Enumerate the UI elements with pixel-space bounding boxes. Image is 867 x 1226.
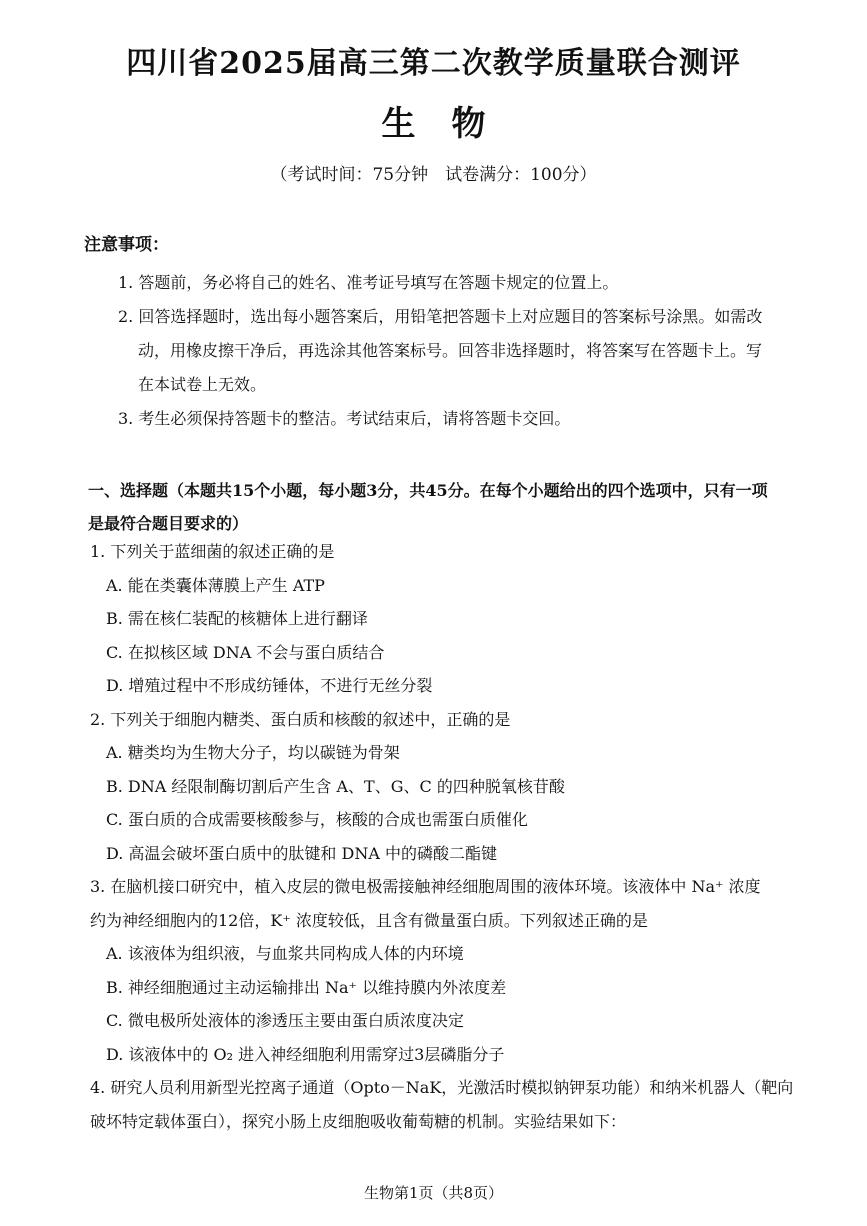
option-a: A. 能在类囊体薄膜上产生 ATP xyxy=(106,575,325,595)
question-3 xyxy=(90,870,800,1071)
option-b: B. 神经细胞通过主动运输排出 Na⁺ 以维持膜内外浓度差 xyxy=(106,977,507,997)
section-heading-line-1: 一、选择题（本题共15个小题，每小题3分，共45分。在每个小题给出的四个选项中，只有一项 xyxy=(88,481,768,500)
note-item-1: 1. 答题前，务必将自己的姓名、准考证号填写在答题卡规定的位置上。 xyxy=(118,273,619,292)
page-footer: 生物第1页（共8页） xyxy=(363,1184,504,1202)
notes-heading: 注意事项： xyxy=(84,235,169,255)
notes-list xyxy=(118,266,798,436)
note-item-2: 2. 回答选择题时，选出每小题答案后，用铅笔把答题卡上对应题目的答案标号涂黑。如需改 xyxy=(118,307,763,326)
option-d: D. 增殖过程中不形成纺锤体，不进行无丝分裂 xyxy=(106,676,433,695)
option-c: C. 微电极所处液体的渗透压主要由蛋白质浓度决定 xyxy=(106,1011,464,1030)
option-a: A. 该液体为组织液，与血浆共同构成人体的内环境 xyxy=(106,944,464,963)
question-1 xyxy=(90,535,800,703)
question-stem: 1. 下列关于蓝细菌的叙述正确的是 xyxy=(90,542,335,561)
question-4 xyxy=(90,1071,800,1138)
subject-title: 生物 xyxy=(381,104,522,144)
question-stem: 3. 在脑机接口研究中，植入皮层的微电极需接触神经细胞周围的液体环境。该液体中 Na⁺ 浓度 xyxy=(90,877,761,896)
questions-list xyxy=(90,535,800,1138)
option-d: D. 高温会破坏蛋白质中的肽键和 DNA 中的磷酸二酯键 xyxy=(106,843,497,863)
note-item-2-cont-2: 在本试卷上无效。 xyxy=(138,375,267,394)
note-item-2-cont-1: 动，用橡皮擦干净后，再选涂其他答案标号。回答非选择题时，将答案写在答题卡上。写 xyxy=(138,341,763,360)
page-title: 四川省2025届高三第二次教学质量联合测评 xyxy=(126,46,741,81)
option-b: B. 需在核仁装配的核糖体上进行翻译 xyxy=(106,609,368,628)
note-item-3: 3. 考生必须保持答题卡的整洁。考试结束后，请将答题卡交回。 xyxy=(118,409,571,428)
question-2 xyxy=(90,703,800,871)
question-stem: 2. 下列关于细胞内糖类、蛋白质和核酸的叙述中，正确的是 xyxy=(90,709,511,729)
option-c: C. 蛋白质的合成需要核酸参与，核酸的合成也需蛋白质催化 xyxy=(106,810,528,829)
option-b: B. DNA 经限制酶切割后产生含 A、T、G、C 的四种脱氧核苷酸 xyxy=(106,776,565,796)
exam-info: （考试时间：75分钟 试卷满分：100分） xyxy=(270,165,597,185)
option-d: D. 该液体中的 O₂ 进入神经细胞利用需穿过3层磷脂分子 xyxy=(106,1044,505,1064)
section-heading-line-2: 是最符合题目要求的） xyxy=(88,514,249,533)
option-a: A. 糖类均为生物大分子，均以碳链为骨架 xyxy=(106,743,400,762)
question-stem-cont: 破坏特定载体蛋白），探究小肠上皮细胞吸收葡萄糖的机制。实验结果如下： xyxy=(90,1111,627,1131)
question-stem: 4. 研究人员利用新型光控离子通道（Opto－NaK，光激活时模拟钠钾泵功能）和纳米机器人（靶向 xyxy=(90,1078,794,1097)
question-stem-cont: 约为神经细胞内的12倍，K⁺ 浓度较低，且含有微量蛋白质。下列叙述正确的是 xyxy=(90,910,648,930)
section-heading xyxy=(88,474,798,540)
option-c: C. 在拟核区域 DNA 不会与蛋白质结合 xyxy=(106,642,385,662)
